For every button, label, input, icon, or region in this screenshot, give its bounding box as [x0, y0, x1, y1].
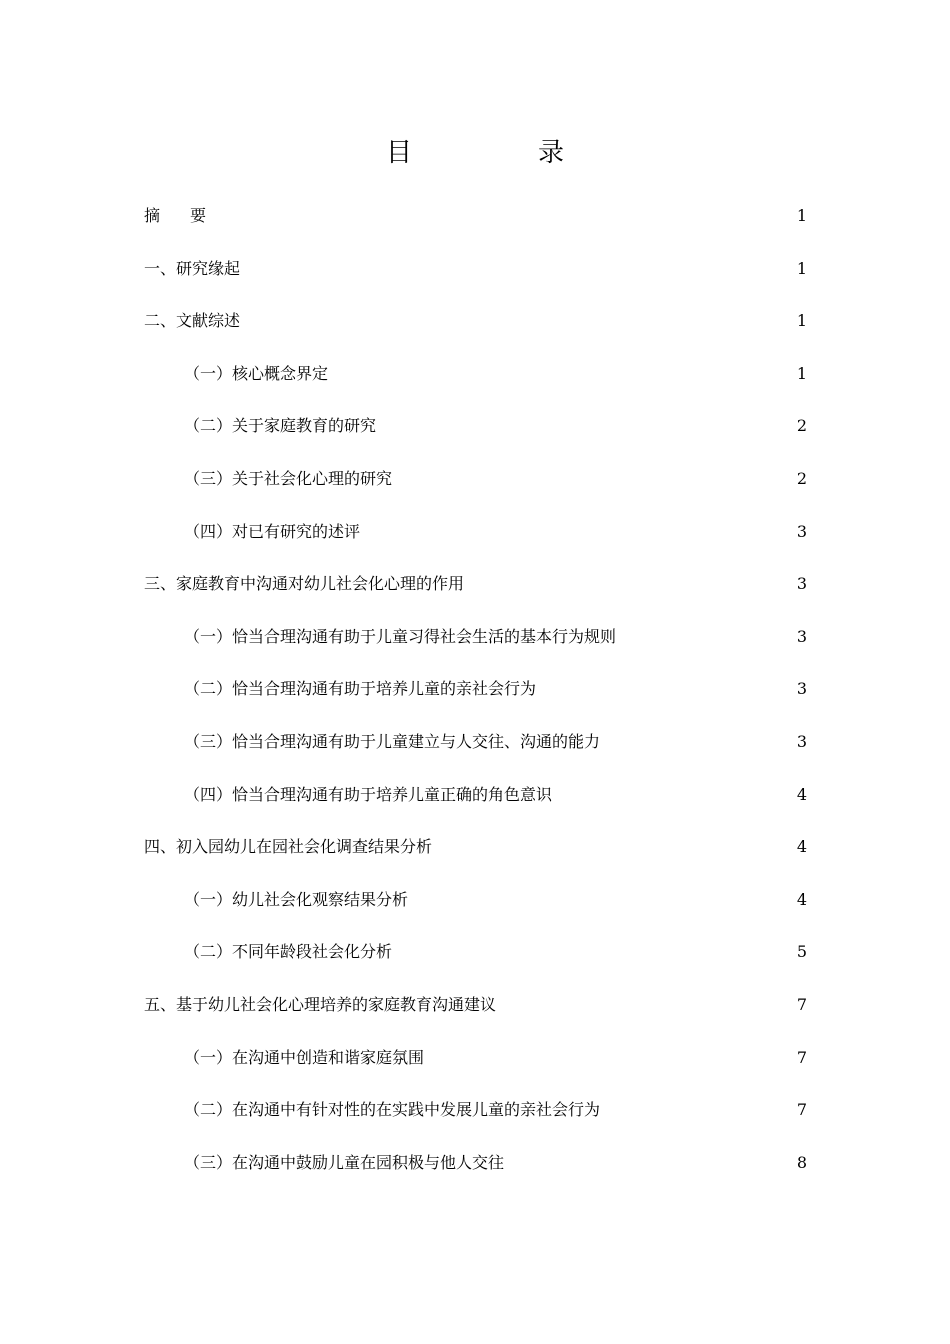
toc-entry-label: （四）恰当合理沟通有助于培养儿童正确的角色意识	[184, 784, 553, 804]
toc-list	[144, 205, 807, 1204]
toc-title: 目 录	[385, 138, 614, 168]
toc-entry-label: 摘要	[144, 206, 237, 225]
toc-entry-page: 3	[796, 626, 807, 646]
toc-entry-label: （二）在沟通中有针对性的在实践中发展儿童的亲社会行为	[184, 1100, 601, 1120]
toc-entry-label: （二）不同年龄段社会化分析	[184, 942, 393, 962]
toc-entry-label: （一）幼儿社会化观察结果分析	[184, 889, 409, 909]
toc-entry-page: 1	[796, 311, 807, 331]
toc-entry-label: （一）恰当合理沟通有助于儿童习得社会生活的基本行为规则	[184, 626, 617, 646]
toc-entry[interactable]	[144, 626, 807, 679]
toc-entry-label: （一）核心概念界定	[184, 363, 329, 383]
toc-entry-label: （二）关于家庭教育的研究	[184, 416, 377, 436]
toc-entry-label: 五、基于幼儿社会化心理培养的家庭教育沟通建议	[144, 994, 497, 1014]
toc-entry[interactable]	[144, 1047, 807, 1100]
toc-entry[interactable]	[144, 415, 807, 468]
toc-entry-page: 1	[796, 258, 807, 278]
toc-entry-label: （一）在沟通中创造和谐家庭氛围	[184, 1047, 425, 1067]
toc-entry-page: 8	[796, 1152, 807, 1172]
toc-entry[interactable]	[144, 941, 807, 994]
toc-entry[interactable]	[144, 1152, 807, 1205]
toc-entry[interactable]	[144, 310, 807, 363]
toc-entry-page: 7	[796, 994, 807, 1014]
toc-entry-page: 4	[796, 837, 807, 857]
toc-entry[interactable]	[144, 731, 807, 784]
toc-entry[interactable]	[144, 521, 807, 574]
toc-entry-page: 7	[796, 1100, 807, 1120]
toc-entry-page: 3	[796, 731, 807, 751]
toc-entry-page: 7	[796, 1047, 807, 1067]
toc-entry[interactable]	[144, 784, 807, 837]
toc-entry-label: 一、研究缘起	[144, 258, 241, 278]
toc-entry-label: 三、家庭教育中沟通对幼儿社会化心理的作用	[144, 574, 465, 594]
toc-entry-page: 3	[796, 679, 807, 699]
toc-entry-page: 5	[796, 942, 807, 962]
toc-entry-label: （三）关于社会化心理的研究	[184, 468, 393, 488]
toc-entry-label: 二、文献综述	[144, 311, 241, 331]
toc-entry[interactable]	[144, 205, 807, 258]
toc-entry-page: 4	[796, 784, 807, 804]
toc-entry[interactable]	[144, 258, 807, 311]
toc-entry-label: （四）对已有研究的述评	[184, 521, 361, 541]
toc-entry-page: 1	[796, 363, 807, 383]
toc-entry[interactable]	[144, 889, 807, 942]
toc-entry[interactable]	[144, 836, 807, 889]
toc-entry-page: 3	[796, 521, 807, 541]
toc-entry-label: 四、初入园幼儿在园社会化调查结果分析	[144, 837, 433, 857]
toc-entry-page: 4	[796, 889, 807, 909]
toc-entry[interactable]	[144, 994, 807, 1047]
toc-entry[interactable]	[144, 573, 807, 626]
toc-entry[interactable]	[144, 1099, 807, 1152]
toc-entry-page: 3	[796, 574, 807, 594]
toc-entry[interactable]	[144, 363, 807, 416]
toc-entry-label: （二）恰当合理沟通有助于培养儿童的亲社会行为	[184, 679, 537, 699]
toc-entry-page: 1	[796, 206, 807, 225]
toc-entry[interactable]	[144, 678, 807, 731]
toc-entry[interactable]	[144, 468, 807, 521]
toc-entry-label: （三）在沟通中鼓励儿童在园积极与他人交往	[184, 1152, 505, 1172]
toc-entry-label: （三）恰当合理沟通有助于儿童建立与人交往、沟通的能力	[184, 731, 601, 751]
toc-entry-page: 2	[796, 416, 807, 436]
toc-entry-page: 2	[796, 468, 807, 488]
